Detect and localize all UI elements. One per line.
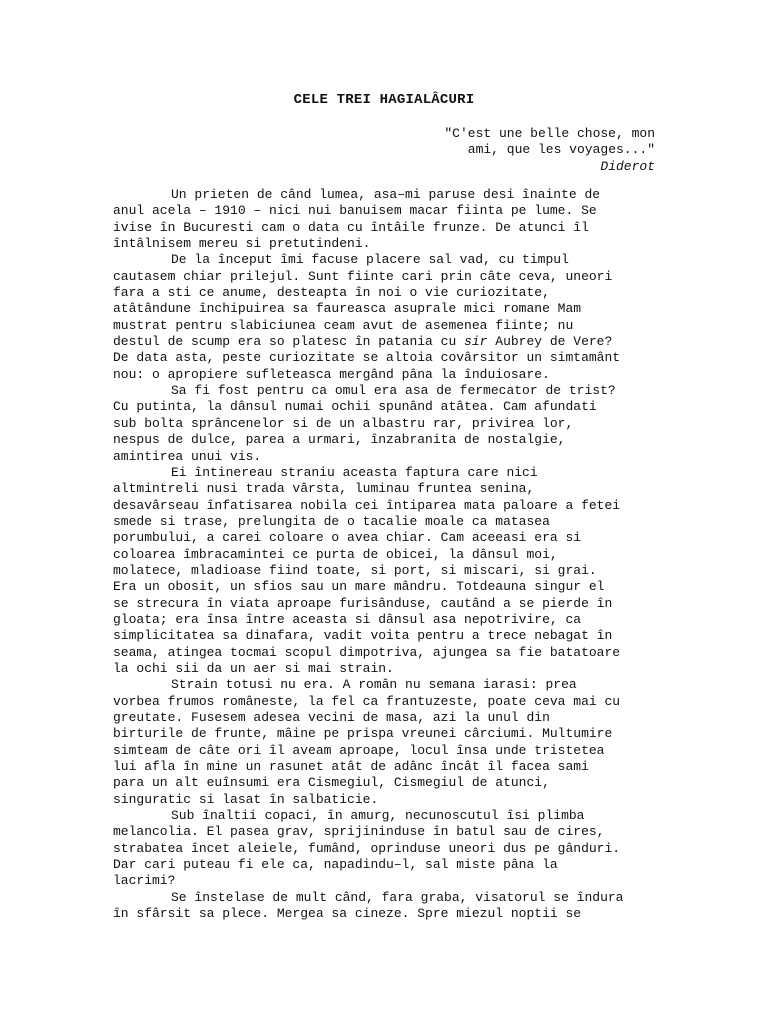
text-line: melancolia. El pasea grav, sprijininduse în batul sau de cires, bbox=[113, 824, 605, 840]
text-line: gloata; era însa între aceasta si dânsul asa nepotrivire, ca bbox=[113, 611, 582, 627]
text-line: seama, atingea tocmai scopul dimpotriva, ajungea sa fie batatoare bbox=[113, 644, 621, 660]
paragraph bbox=[113, 465, 658, 677]
paragraph bbox=[113, 252, 658, 383]
text-line: mustrat pentru slabiciunea ceam avut de asemenea fiinte; nu bbox=[113, 317, 574, 333]
text-line: De data asta, peste curiozitate se altoia covârsitor un simtamânt bbox=[113, 350, 621, 366]
text-line: Sa fi fost pentru ca omul era asa de fermecator de trist? bbox=[171, 383, 616, 399]
text-line: De la început îmi facuse placere sal vad, cu timpul bbox=[171, 252, 569, 268]
text-line: amintirea unui vis. bbox=[113, 448, 262, 464]
text-line: fara a sti ce anume, desteapta în noi o vie curiozitate, bbox=[113, 285, 550, 301]
text-line: ivise în Bucuresti cam o data cu întâile frunze. De atunci îl bbox=[113, 219, 589, 235]
text-line: destul de scump era so platesc în patania cu sir Aubrey de Vere? bbox=[113, 334, 613, 350]
text-line: nou: o apropiere sufleteasca mergând pâna la înduiosare. bbox=[113, 366, 550, 382]
text-line: anul acela – 1910 – nici nui banuisem macar fiinta pe lume. Se bbox=[113, 203, 597, 219]
text-line: smede si trase, prelungita de o tacalie moale ca matasea bbox=[113, 513, 550, 529]
text-line: nespus de dulce, parea a urmari, înzabranita de nostalgie, bbox=[113, 432, 566, 448]
text-line: porumbului, a carei coloare o avea chiar. Cam aceeasi era si bbox=[113, 530, 582, 546]
paragraph bbox=[113, 677, 658, 808]
text-line: simteam de câte ori îl aveam aproape, locul însa unde tristetea bbox=[113, 742, 605, 758]
text-line: Ei întinereau straniu aceasta faptura care nici bbox=[171, 464, 538, 480]
text-line: întâlnisem mereu si pretutindeni. bbox=[113, 236, 371, 252]
text-line: Cu putinta, la dânsul numai ochii spunând atâtea. Cam afundati bbox=[113, 399, 597, 415]
epigraph-line: ami, que les voyages..." bbox=[467, 142, 655, 158]
text-line: Un prieten de când lumea, asa–mi paruse desi înainte de bbox=[171, 187, 601, 202]
text-line: para un alt euînsumi era Cismegiul, Cismegiul de atunci, bbox=[113, 775, 550, 791]
paragraph bbox=[113, 383, 658, 465]
text-line: în sfârsit sa plece. Mergea sa cineze. Spre miezul noptii se bbox=[113, 906, 582, 922]
text-line: lui afla în mine un rasunet atât de adânc încât îl facea sami bbox=[113, 759, 589, 775]
text-line: Sub înaltii copaci, în amurg, necunoscutul îsi plimba bbox=[171, 808, 585, 824]
text-line: singuratic si lasat în salbaticie. bbox=[113, 791, 379, 807]
text-line: Dar cari puteau fi ele ca, napadindu–l, sal miste pâna la bbox=[113, 857, 558, 873]
text-line: desavârseau înfatisarea nobila cei întiparea mata paloare a fetei bbox=[113, 497, 621, 513]
text-line: lacrimi? bbox=[113, 873, 176, 889]
text-line: birturile de frunte, mâine pe prispa vreunei cârciumi. Multumire bbox=[113, 726, 613, 742]
paragraph bbox=[113, 890, 658, 923]
text-line: greutate. Fusesem adesea vecini de masa, azi la unul din bbox=[113, 710, 550, 725]
text-line: se strecura în viata aproape furisânduse, cautând a se pierde în bbox=[113, 595, 613, 611]
text-line: coloarea îmbracamintei ce purta de obicei, la dânsul moi, bbox=[113, 546, 558, 562]
text-line: molatece, mladioase fiind toate, si port, si miscari, si grai. bbox=[113, 562, 597, 578]
paragraph bbox=[113, 808, 658, 890]
text-line: altmintreli nusi trada vârsta, luminau fruntea senina, bbox=[113, 481, 535, 497]
epigraph-line: "C'est une belle chose, mon bbox=[444, 126, 655, 141]
text-line: strabatea încet aleiele, fumând, oprinduse uneori dus pe gânduri. bbox=[113, 840, 621, 856]
paragraph bbox=[113, 187, 658, 252]
document-title: CELE TREI HAGIALÂCURI bbox=[293, 92, 475, 108]
text-line: Se înstelase de mult când, fara graba, visatorul se îndura bbox=[171, 889, 624, 905]
text-line: vorbea frumos româneste, la fel ca frantuzeste, poate ceva mai cu bbox=[113, 693, 621, 709]
text-line: la ochi sii da un aer si mai strain. bbox=[113, 660, 394, 676]
text-line: Era un obosit, un sfios sau un mare mândru. Totdeauna singur el bbox=[113, 579, 605, 595]
text-line: atâtândune închipuirea sa faureasca asuprale mici romane Mam bbox=[113, 301, 582, 317]
epigraph bbox=[444, 126, 655, 175]
text-line: simplicitatea sa dinafara, vadit voita pentru a trece nebagat în bbox=[113, 628, 613, 644]
text-line: cautasem chiar prilejul. Sunt fiinte cari prin câte ceva, uneori bbox=[113, 268, 613, 284]
epigraph-author: Diderot bbox=[600, 158, 655, 174]
body-text bbox=[113, 187, 658, 922]
text-line: Strain totusi nu era. A român nu semana iarasi: prea bbox=[171, 677, 577, 693]
text-line: sub bolta sprâncenelor si de un albastru rar, privirea lor, bbox=[113, 415, 574, 431]
